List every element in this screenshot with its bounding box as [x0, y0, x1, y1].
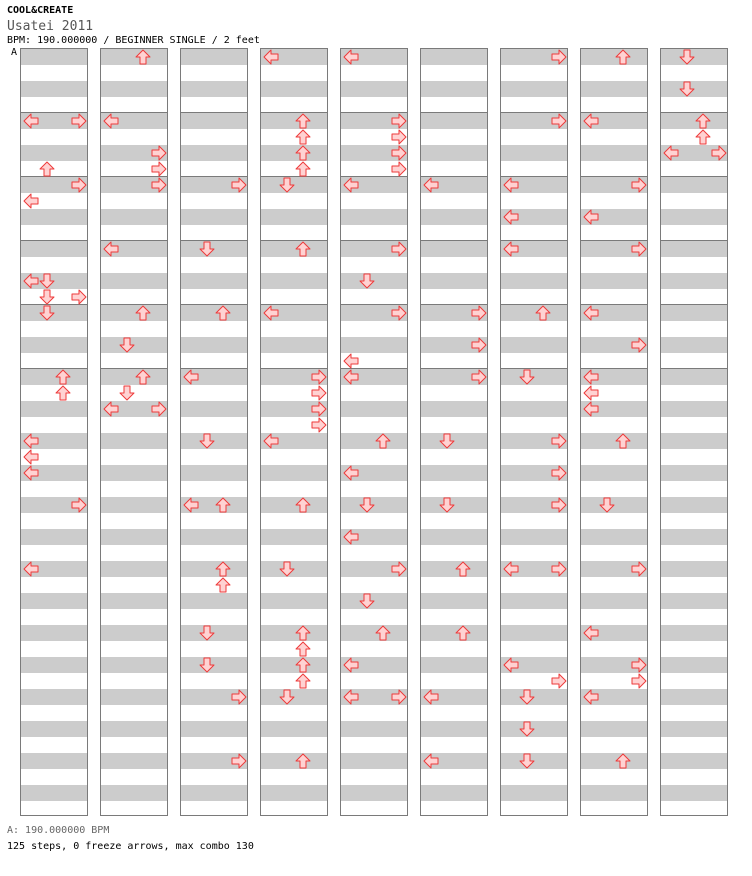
left-arrow-icon	[343, 369, 359, 385]
right-arrow-icon	[151, 161, 167, 177]
left-arrow-icon	[183, 497, 199, 513]
right-arrow-icon	[631, 561, 647, 577]
left-arrow-icon	[183, 369, 199, 385]
artist-name: COOL&CREATE	[7, 5, 74, 16]
down-arrow-icon	[519, 721, 535, 737]
down-arrow-icon	[39, 305, 55, 321]
up-arrow-icon	[455, 561, 471, 577]
left-arrow-icon	[23, 273, 39, 289]
right-arrow-icon	[391, 241, 407, 257]
right-arrow-icon	[551, 465, 567, 481]
up-arrow-icon	[375, 625, 391, 641]
right-arrow-icon	[631, 657, 647, 673]
down-arrow-icon	[439, 497, 455, 513]
right-arrow-icon	[471, 369, 487, 385]
chart-column-4	[260, 48, 328, 816]
down-arrow-icon	[359, 593, 375, 609]
chart-info: BPM: 190.000000 / BEGINNER SINGLE / 2 feet	[7, 35, 260, 46]
right-arrow-icon	[231, 689, 247, 705]
chart-column-3	[180, 48, 248, 816]
measure-line	[661, 112, 727, 113]
down-arrow-icon	[199, 625, 215, 641]
up-arrow-icon	[135, 49, 151, 65]
up-arrow-icon	[215, 305, 231, 321]
up-arrow-icon	[295, 641, 311, 657]
right-arrow-icon	[391, 561, 407, 577]
left-arrow-icon	[23, 193, 39, 209]
right-arrow-icon	[631, 177, 647, 193]
up-arrow-icon	[535, 305, 551, 321]
left-arrow-icon	[23, 561, 39, 577]
chart-column-6	[420, 48, 488, 816]
up-arrow-icon	[695, 129, 711, 145]
up-arrow-icon	[295, 241, 311, 257]
right-arrow-icon	[551, 113, 567, 129]
left-arrow-icon	[23, 449, 39, 465]
measure-line	[421, 112, 487, 113]
right-arrow-icon	[311, 385, 327, 401]
right-arrow-icon	[71, 289, 87, 305]
down-arrow-icon	[439, 433, 455, 449]
measure-line	[501, 304, 567, 305]
up-arrow-icon	[215, 497, 231, 513]
down-arrow-icon	[199, 433, 215, 449]
left-arrow-icon	[343, 177, 359, 193]
right-arrow-icon	[631, 673, 647, 689]
down-arrow-icon	[279, 689, 295, 705]
step-stats: 125 steps, 0 freeze arrows, max combo 130	[7, 841, 254, 852]
left-arrow-icon	[583, 401, 599, 417]
left-arrow-icon	[583, 369, 599, 385]
down-arrow-icon	[39, 289, 55, 305]
measure-line	[181, 304, 247, 305]
song-title: Usatei 2011	[7, 19, 94, 34]
down-arrow-icon	[359, 273, 375, 289]
up-arrow-icon	[295, 753, 311, 769]
down-arrow-icon	[119, 337, 135, 353]
right-arrow-icon	[311, 369, 327, 385]
down-arrow-icon	[519, 753, 535, 769]
up-arrow-icon	[295, 657, 311, 673]
right-arrow-icon	[631, 337, 647, 353]
left-arrow-icon	[663, 145, 679, 161]
chart-column-9	[660, 48, 728, 816]
right-arrow-icon	[151, 177, 167, 193]
left-arrow-icon	[263, 305, 279, 321]
right-arrow-icon	[551, 497, 567, 513]
chart-column-5	[340, 48, 408, 816]
right-arrow-icon	[311, 401, 327, 417]
measure-line	[261, 112, 327, 113]
measure-line	[101, 304, 167, 305]
right-arrow-icon	[311, 417, 327, 433]
left-arrow-icon	[583, 625, 599, 641]
left-arrow-icon	[583, 209, 599, 225]
left-arrow-icon	[23, 433, 39, 449]
left-arrow-icon	[423, 689, 439, 705]
left-arrow-icon	[503, 561, 519, 577]
left-arrow-icon	[583, 385, 599, 401]
down-arrow-icon	[599, 497, 615, 513]
measure-line	[661, 304, 727, 305]
up-arrow-icon	[295, 673, 311, 689]
right-arrow-icon	[391, 113, 407, 129]
down-arrow-icon	[39, 273, 55, 289]
left-arrow-icon	[343, 353, 359, 369]
up-arrow-icon	[295, 145, 311, 161]
bpm-legend: A: 190.000000 BPM	[7, 825, 110, 836]
left-arrow-icon	[423, 177, 439, 193]
right-arrow-icon	[71, 497, 87, 513]
up-arrow-icon	[215, 577, 231, 593]
right-arrow-icon	[551, 673, 567, 689]
left-arrow-icon	[583, 113, 599, 129]
down-arrow-icon	[279, 177, 295, 193]
left-arrow-icon	[263, 49, 279, 65]
right-arrow-icon	[231, 753, 247, 769]
bpm-marker-label: A	[11, 47, 18, 58]
up-arrow-icon	[615, 753, 631, 769]
right-arrow-icon	[231, 177, 247, 193]
up-arrow-icon	[375, 433, 391, 449]
measure-line	[21, 368, 87, 369]
up-arrow-icon	[295, 625, 311, 641]
right-arrow-icon	[391, 161, 407, 177]
up-arrow-icon	[615, 49, 631, 65]
chart-column-8	[580, 48, 648, 816]
left-arrow-icon	[103, 113, 119, 129]
left-arrow-icon	[23, 465, 39, 481]
right-arrow-icon	[711, 145, 727, 161]
measure-line	[21, 240, 87, 241]
chart-column-7	[500, 48, 568, 816]
right-arrow-icon	[551, 433, 567, 449]
left-arrow-icon	[103, 241, 119, 257]
right-arrow-icon	[551, 49, 567, 65]
measure-line	[261, 240, 327, 241]
down-arrow-icon	[519, 689, 535, 705]
up-arrow-icon	[55, 385, 71, 401]
down-arrow-icon	[199, 241, 215, 257]
right-arrow-icon	[391, 689, 407, 705]
down-arrow-icon	[519, 369, 535, 385]
up-arrow-icon	[215, 561, 231, 577]
up-arrow-icon	[295, 129, 311, 145]
up-arrow-icon	[135, 369, 151, 385]
left-arrow-icon	[583, 305, 599, 321]
measure-line	[421, 240, 487, 241]
right-arrow-icon	[391, 145, 407, 161]
up-arrow-icon	[135, 305, 151, 321]
right-arrow-icon	[151, 401, 167, 417]
down-arrow-icon	[119, 385, 135, 401]
up-arrow-icon	[295, 161, 311, 177]
right-arrow-icon	[391, 129, 407, 145]
right-arrow-icon	[71, 113, 87, 129]
right-arrow-icon	[391, 305, 407, 321]
right-arrow-icon	[71, 177, 87, 193]
chart-column-2	[100, 48, 168, 816]
chart-column-1	[20, 48, 88, 816]
measure-line	[101, 368, 167, 369]
down-arrow-icon	[679, 81, 695, 97]
left-arrow-icon	[343, 689, 359, 705]
up-arrow-icon	[55, 369, 71, 385]
down-arrow-icon	[279, 561, 295, 577]
right-arrow-icon	[471, 305, 487, 321]
down-arrow-icon	[359, 497, 375, 513]
left-arrow-icon	[343, 657, 359, 673]
up-arrow-icon	[695, 113, 711, 129]
right-arrow-icon	[631, 241, 647, 257]
left-arrow-icon	[343, 49, 359, 65]
left-arrow-icon	[423, 753, 439, 769]
measure-line	[661, 240, 727, 241]
up-arrow-icon	[455, 625, 471, 641]
left-arrow-icon	[263, 433, 279, 449]
up-arrow-icon	[295, 497, 311, 513]
left-arrow-icon	[503, 241, 519, 257]
left-arrow-icon	[503, 209, 519, 225]
measure-line	[661, 176, 727, 177]
left-arrow-icon	[103, 401, 119, 417]
left-arrow-icon	[503, 657, 519, 673]
left-arrow-icon	[23, 113, 39, 129]
left-arrow-icon	[503, 177, 519, 193]
up-arrow-icon	[615, 433, 631, 449]
left-arrow-icon	[343, 465, 359, 481]
measure-line	[661, 368, 727, 369]
left-arrow-icon	[583, 689, 599, 705]
right-arrow-icon	[471, 337, 487, 353]
right-arrow-icon	[551, 561, 567, 577]
measure-line	[181, 112, 247, 113]
right-arrow-icon	[151, 145, 167, 161]
up-arrow-icon	[295, 113, 311, 129]
down-arrow-icon	[199, 657, 215, 673]
up-arrow-icon	[39, 161, 55, 177]
left-arrow-icon	[343, 529, 359, 545]
down-arrow-icon	[679, 49, 695, 65]
